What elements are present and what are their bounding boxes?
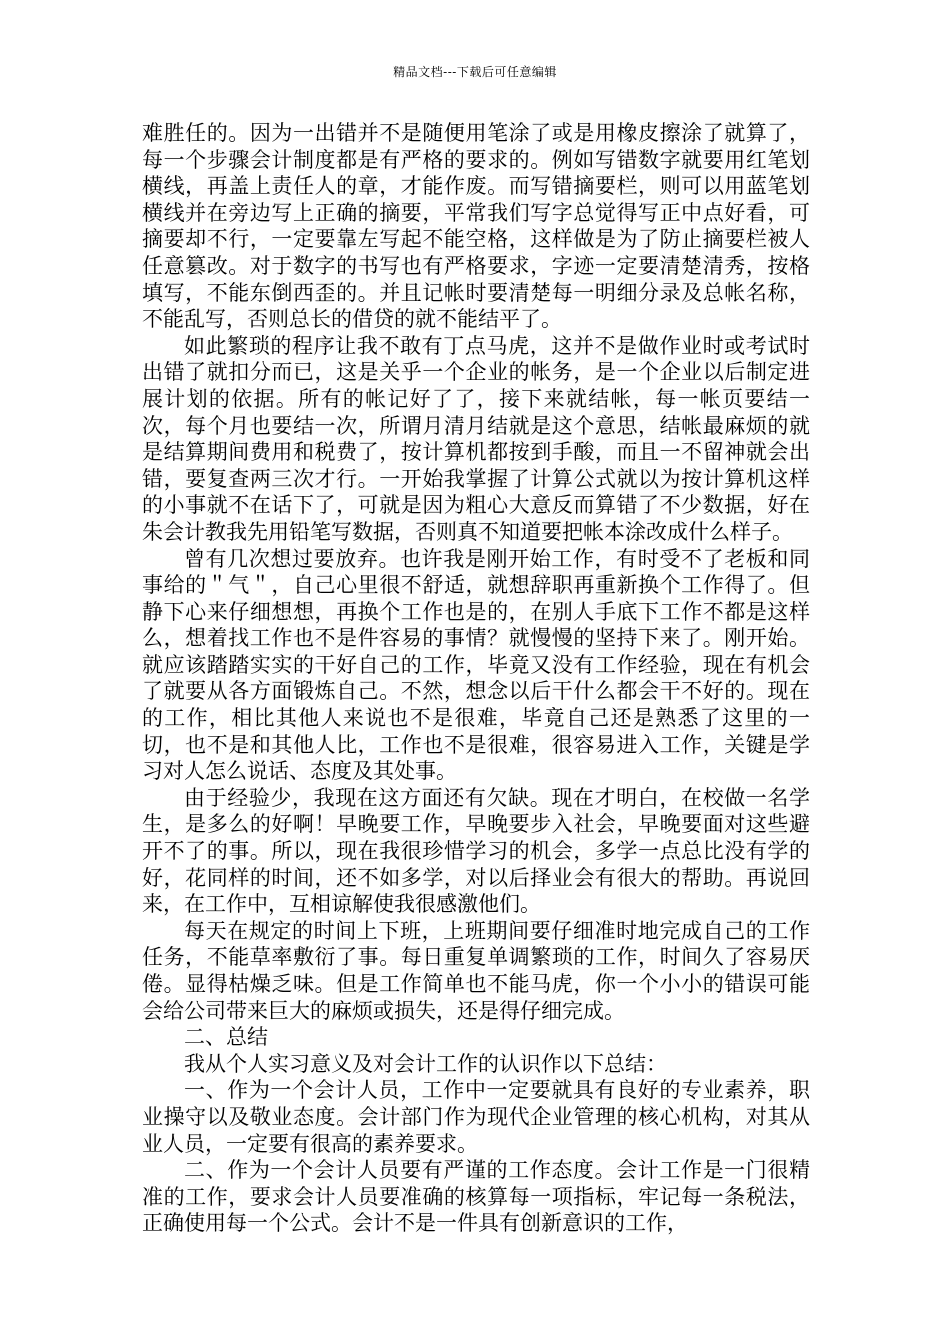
page-header: 精品文档---下载后可任意编辑 xyxy=(393,65,557,79)
document-body xyxy=(142,120,810,1237)
paragraph-continuation: 难胜任的。因为一出错并不是随便用笔涂了或是用橡皮擦涂了就算了，每一个步骤会计制度都是有严格的要求的。例如写错数字就要用红笔划横线，再盖上责任人的章，才能作废。而写错摘要栏，则可以用蓝笔划横线并在旁边写上正确的摘要，平常我们写字总觉得写正中点好看，可摘要却不行，一定要靠左写起不能空格，这样做是为了防止摘要栏被人任意篡改。对于数字的书写也有严格要求，字迹一定要清楚清秀，按格填写，不能东倒西歪的。并且记帐时要清楚每一明细分录及总帐名称，不能乱写，否则总长的借贷的就不能结平了。 xyxy=(142,121,810,332)
section-heading: 二、总结 xyxy=(184,1025,268,1050)
paragraph: 我从个人实习意义及对会计工作的认识作以下总结： xyxy=(184,1051,667,1076)
paragraph: 由于经验少，我现在这方面还有欠缺。现在才明白，在校做一名学生，是多么的好啊！早晚要工作，早晚要步入社会，早晚要面对这些避开不了的事。所以，现在我很珍惜学习的机会，多学一点总比没有学的好，花同样的时间，还不如多学，对以后择业会有很大的帮助。再说回来，在工作中，互相谅解使我很感激他们。 xyxy=(142,785,810,917)
paragraph: 如此繁琐的程序让我不敢有丁点马虎，这并不是做作业时或考试时出错了就扣分而已，这是关乎一个企业的帐务，是一个企业以后制定进展计划的依据。所有的帐记好了了，接下来就结帐，每一帐页要结一次，每个月也要结一次，所谓月清月结就是这个意思，结帐最麻烦的就是结算期间费用和税费了，按计算机都按到手酸，而且一不留神就会出错，要复查两三次才行。一开始我掌握了计算公式就以为按计算机这样的小事就不在话下了，可就是因为粗心大意反而算错了不少数据，好在朱会计教我先用铅笔写数据，否则真不知道要把帐本涂改成什么样子。 xyxy=(142,333,810,544)
paragraph: 一、作为一个会计人员，工作中一定要就具有良好的专业素养，职业操守以及敬业态度。会计部门作为现代企业管理的核心机构，对其从业人员，一定要有很高的素养要求。 xyxy=(142,1078,810,1156)
paragraph: 曾有几次想过要放弃。也许我是刚开始工作，有时受不了老板和同事给的＂气＂，自己心里很不舒适，就想辞职再重新换个工作得了。但静下心来仔细想想，再换个工作也是的，在别人手底下工作不都是这样么，想着找工作也不是件容易的事情？就慢慢的坚持下来了。刚开始。就应该踏踏实实的干好自己的工作，毕竟又没有工作经验，现在有机会了就要从各方面锻炼自己。不然，想念以后干什么都会干不好的。现在的工作，相比其他人来说也不是很难，毕竟自己还是熟悉了这里的一切，也不是和其他人比，工作也不是很难，很容易进入工作，关键是学习对人怎么说话、态度及其处事。 xyxy=(142,546,810,784)
paragraph: 每天在规定的时间上下班，上班期间要仔细准时地完成自己的工作任务，不能草率敷衍了事。每日重复单调繁琐的工作，时间久了容易厌倦。显得枯燥乏味。但是工作简单也不能马虎，你一个小小的错误可能会给公司带来巨大的麻烦或损失，还是得仔细完成。 xyxy=(142,918,810,1023)
paragraph: 二、作为一个会计人员要有严谨的工作态度。会计工作是一门很精准的工作，要求会计人员要准确的核算每一项指标，牢记每一条税法，正确使用每一个公式。会计不是一件具有创新意识的工作， xyxy=(142,1158,810,1236)
